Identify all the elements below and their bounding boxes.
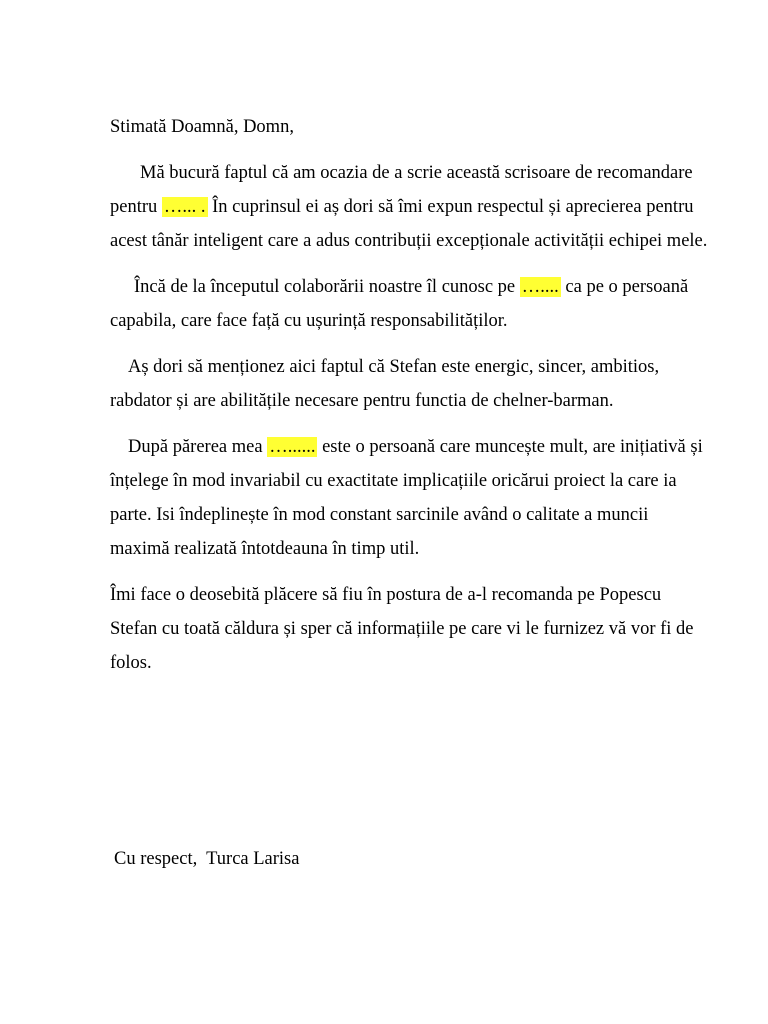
paragraph-text: ca pe o persoană capabila, care face față cu ușurință responsabilităților. bbox=[110, 277, 689, 331]
paragraph-text: După părerea mea bbox=[128, 437, 268, 457]
paragraph-text: Încă de la începutul colaborării noastre îl cunosc pe bbox=[134, 277, 520, 297]
name-placeholder-highlight: …... . bbox=[163, 197, 206, 217]
paragraph-opinion bbox=[110, 430, 710, 566]
paragraph-collaboration bbox=[110, 270, 710, 338]
paragraph-qualities: Aș dori să menționez aici faptul că Stefan este energic, sincer, ambitios, rabdator și are abilitățile necesare pentru functia de chelner-barman. bbox=[110, 357, 660, 411]
paragraph-text: În cuprinsul ei aș dori să îmi expun respectul și aprecierea pentru acest tânăr inteligent care a adus contribuții excepționale activității echipei mele. bbox=[110, 197, 708, 251]
paragraph-introduction bbox=[110, 156, 710, 258]
name-placeholder-highlight: ….... bbox=[521, 277, 559, 297]
paragraph-recommendation: Îmi face o deosebită plăcere să fiu în postura de a-l recomanda pe Popescu Stefan cu toată căldura și sper că informațiile pe care vi le furnizez vă vor fi de folos. bbox=[110, 585, 694, 673]
paragraph-text: este o persoană care muncește mult, are inițiativă și înțelege în mod invariabil cu exactitate implicațiile oricărui proiect la care ia parte. Isi îndeplinește în mod constant sarcinile având o calitate a muncii maximă realizată întotdeauna în timp util. bbox=[110, 437, 703, 559]
paragraph-text: Mă bucură faptul că am ocazia de a scrie această scrisoare de recomandare pentru bbox=[110, 163, 693, 217]
letter-greeting: Stimată Doamnă, Domn, bbox=[110, 117, 294, 137]
letter-body bbox=[110, 110, 710, 692]
name-placeholder-highlight: …...... bbox=[269, 437, 316, 457]
letter-signature: Cu respect, Turca Larisa bbox=[114, 849, 300, 869]
